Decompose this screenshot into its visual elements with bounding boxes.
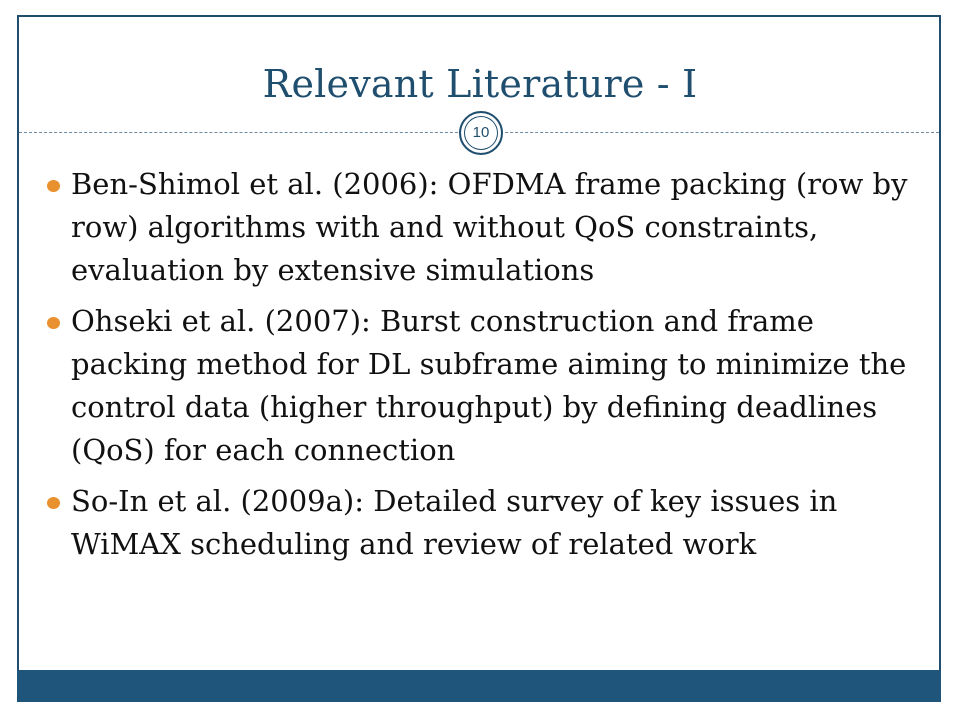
bullet-text: So-In et al. (2009a): Detailed survey of key issues in WiMAX scheduling and review of related work: [71, 484, 838, 561]
bullet-item: [47, 480, 917, 566]
bullet-dot-icon: [47, 497, 60, 509]
footer-bar: [17, 670, 941, 702]
bullet-item: [47, 163, 917, 292]
bullet-item: [47, 300, 917, 472]
bullet-text: Ben-Shimol et al. (2006): OFDMA frame packing (row by row) algorithms with and without QoS constraints, evaluation by extensive simulations: [71, 167, 908, 287]
slide-number-badge: 10: [459, 111, 503, 155]
slide-title: Relevant Literature - I: [262, 62, 698, 106]
bullet-text: Ohseki et al. (2007): Burst construction and frame packing method for DL subframe aiming to minimize the control data (higher throughput) by defining deadlines (QoS) for each connection: [71, 304, 907, 467]
bullet-list: [47, 163, 917, 574]
bullet-dot-icon: [47, 317, 60, 329]
bullet-dot-icon: [47, 180, 60, 192]
